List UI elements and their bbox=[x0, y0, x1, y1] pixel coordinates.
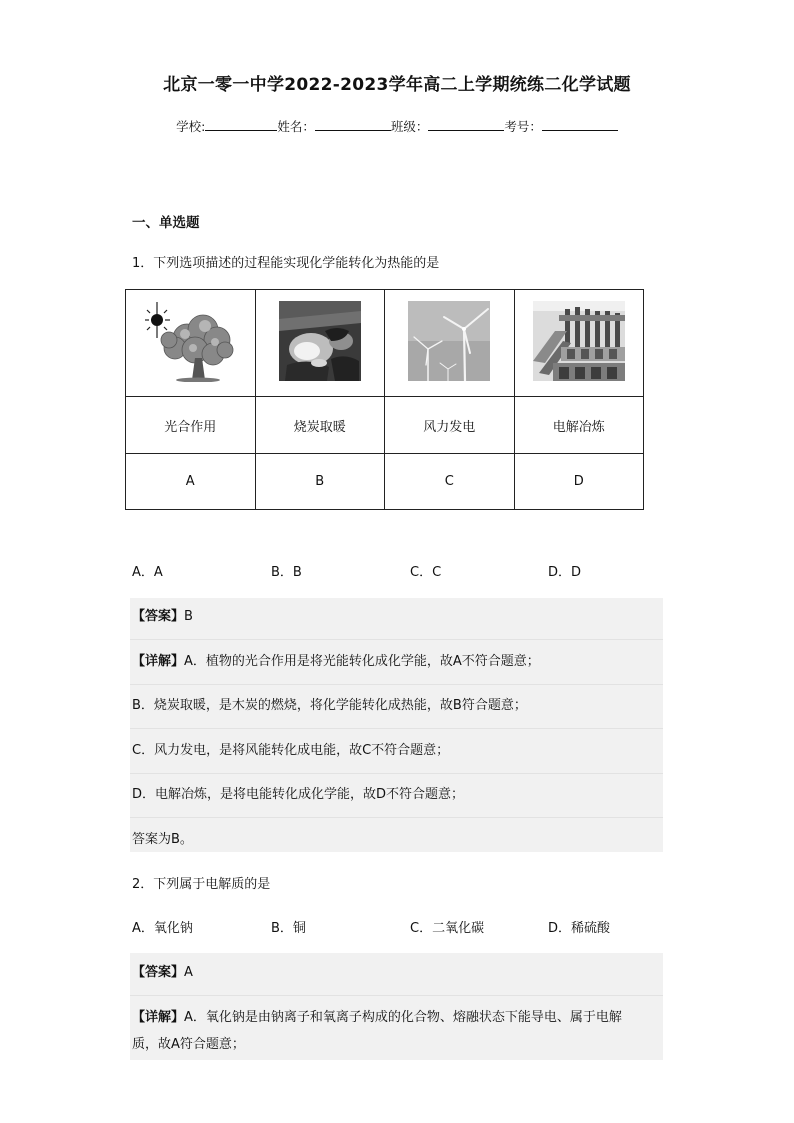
table-letter-c: C bbox=[385, 454, 515, 510]
name-blank[interactable] bbox=[315, 118, 391, 131]
section-heading: 一、单选题 bbox=[132, 215, 200, 231]
divider bbox=[130, 817, 663, 818]
table-label-c: 风力发电 bbox=[385, 397, 515, 454]
table-cell-image-d bbox=[514, 290, 644, 397]
option-a[interactable]: A．氧化钠 bbox=[132, 921, 193, 936]
table-letter-d: D bbox=[514, 454, 644, 510]
student-info-line bbox=[0, 117, 794, 135]
table-cell-image-a bbox=[126, 290, 256, 397]
detail-line-5: 答案为B。 bbox=[132, 832, 193, 847]
divider bbox=[130, 684, 663, 685]
electrolysis-smelting-icon bbox=[533, 301, 625, 381]
page-title: 北京一零一中学2022-2023学年高二上学期统练二化学试题 bbox=[163, 75, 631, 95]
option-c[interactable]: C．二氧化碳 bbox=[410, 921, 485, 936]
answer-label: 【答案】 bbox=[132, 965, 185, 980]
answer-line bbox=[132, 961, 193, 980]
answer-value: A bbox=[184, 965, 193, 980]
divider bbox=[130, 995, 663, 996]
detail-text: A．氧化钠是由钠离子和氧离子构成的化合物、熔融状态下能导电、属于电解 bbox=[184, 1010, 622, 1025]
option-d[interactable]: D．稀硫酸 bbox=[548, 921, 611, 936]
question-2-stem: 2．下列属于电解质的是 bbox=[132, 877, 271, 892]
detail-label: 【详解】 bbox=[132, 1010, 185, 1025]
school-label: 学校: bbox=[176, 119, 206, 134]
exam-no-blank[interactable] bbox=[542, 118, 618, 131]
divider bbox=[130, 639, 663, 640]
charcoal-fire-icon bbox=[279, 301, 361, 381]
detail-label: 【详解】 bbox=[132, 654, 185, 669]
option-c[interactable]: C．C bbox=[410, 565, 442, 580]
name-label: 姓名： bbox=[277, 119, 315, 134]
table-label-d: 电解冶炼 bbox=[514, 397, 644, 454]
tree-sun-icon bbox=[145, 300, 235, 382]
class-blank[interactable] bbox=[428, 118, 504, 131]
question-2-answer-box bbox=[130, 953, 663, 1060]
option-b[interactable]: B．铜 bbox=[271, 921, 306, 936]
detail-line-2: 质，故A符合题意； bbox=[132, 1037, 245, 1052]
detail-line-1 bbox=[132, 650, 540, 669]
question-1-table bbox=[125, 289, 644, 510]
option-b[interactable]: B．B bbox=[271, 565, 302, 580]
detail-line-4: D．电解冶炼，是将电能转化成化学能，故D不符合题意； bbox=[132, 787, 465, 802]
question-1-stem: 1．下列选项描述的过程能实现化学能转化为热能的是 bbox=[132, 256, 440, 271]
detail-line-1 bbox=[132, 1006, 622, 1025]
answer-line bbox=[132, 605, 193, 624]
divider bbox=[130, 773, 663, 774]
exam-no-label: 考号： bbox=[504, 119, 542, 134]
question-1-answer-box bbox=[130, 598, 663, 852]
table-letter-a: A bbox=[126, 454, 256, 510]
table-letter-b: B bbox=[255, 454, 385, 510]
class-label: 班级： bbox=[390, 119, 429, 134]
answer-label: 【答案】 bbox=[132, 609, 185, 624]
answer-value: B bbox=[184, 609, 193, 624]
option-a[interactable]: A．A bbox=[132, 565, 163, 580]
detail-line-2: B．烧炭取暖，是木炭的燃烧，将化学能转化成热能，故B符合题意； bbox=[132, 698, 527, 713]
detail-line-3: C．风力发电，是将风能转化成电能，故C不符合题意； bbox=[132, 743, 450, 758]
detail-text: A．植物的光合作用是将光能转化成化学能，故A不符合题意； bbox=[184, 654, 540, 669]
table-label-a: 光合作用 bbox=[126, 397, 256, 454]
table-cell-image-b bbox=[255, 290, 385, 397]
divider bbox=[130, 728, 663, 729]
school-blank[interactable] bbox=[205, 118, 277, 131]
table-label-b: 烧炭取暖 bbox=[255, 397, 385, 454]
option-d[interactable]: D．D bbox=[548, 565, 582, 580]
table-cell-image-c bbox=[385, 290, 515, 397]
wind-turbine-icon bbox=[408, 301, 490, 381]
